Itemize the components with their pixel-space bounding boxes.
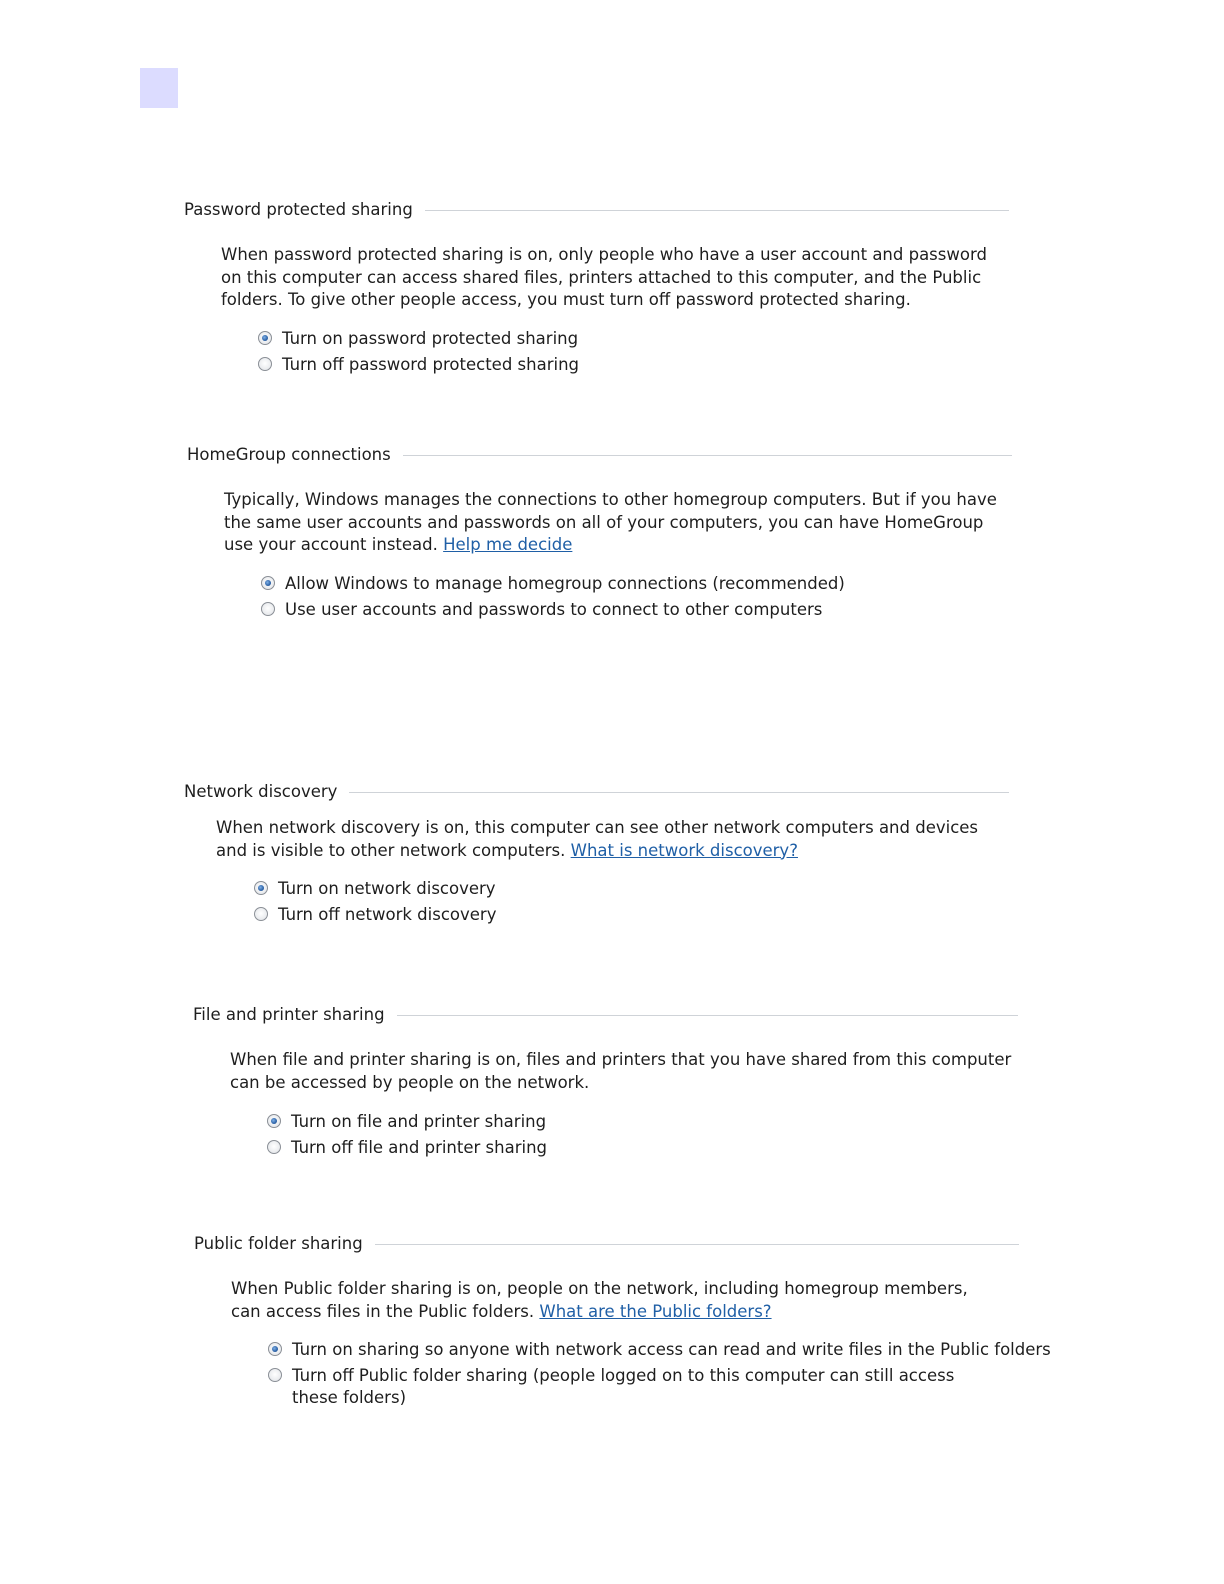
section-description <box>231 1278 991 1323</box>
radio-option-user-accounts[interactable] <box>261 599 845 625</box>
radio-label: Use user accounts and passwords to connect to other computers <box>285 599 823 619</box>
section-description <box>224 489 1014 557</box>
section-title: Network discovery <box>184 781 349 803</box>
description-text: When file and printer sharing is on, files and printers that you have shared from this computer can be accessed by people on the network. <box>230 1050 1012 1092</box>
section-title: HomeGroup connections <box>187 444 403 466</box>
radio-option-on[interactable] <box>268 1339 1051 1365</box>
radio-option-off[interactable] <box>267 1137 547 1163</box>
radio-button-checked[interactable] <box>267 1114 281 1128</box>
radio-group <box>268 1339 1051 1409</box>
section-header <box>193 1004 1018 1026</box>
radio-option-on[interactable] <box>267 1111 547 1137</box>
radio-label: Turn off password protected sharing <box>282 354 579 374</box>
radio-button-unchecked[interactable] <box>261 602 275 616</box>
section-header <box>184 781 1009 803</box>
radio-label: Turn off network discovery <box>278 904 497 924</box>
radio-button-checked[interactable] <box>258 331 272 345</box>
section-header <box>194 1233 1019 1255</box>
radio-group <box>254 878 496 929</box>
radio-label: Allow Windows to manage homegroup connections (recommended) <box>285 574 845 593</box>
section-homegroup-connections <box>187 444 1012 634</box>
section-description <box>216 817 1006 862</box>
corner-marker <box>140 68 178 108</box>
help-me-decide-link[interactable]: Help me decide <box>443 535 573 554</box>
radio-label: Turn off file and printer sharing <box>291 1137 548 1157</box>
radio-button-unchecked[interactable] <box>267 1140 281 1154</box>
radio-button-checked[interactable] <box>254 881 268 895</box>
radio-option-on[interactable] <box>254 878 496 904</box>
radio-button-unchecked[interactable] <box>268 1368 282 1382</box>
description-text: Typically, Windows manages the connections to other homegroup computers. But if you have the same user accounts and passwords on all of your computers, you can have HomeGroup use your account instead. <box>224 490 997 554</box>
radio-label: Turn on file and printer sharing <box>291 1112 547 1131</box>
radio-group <box>258 328 579 379</box>
what-is-network-discovery-link[interactable]: What is network discovery? <box>570 840 798 860</box>
radio-option-on[interactable] <box>258 328 579 354</box>
radio-button-unchecked[interactable] <box>258 357 272 371</box>
description-text: When network discovery is on, this computer can see other network computers and devices and is visible to other network computers. <box>216 818 979 860</box>
section-password-protected-sharing <box>184 199 1009 389</box>
description-text: When Public folder sharing is on, people on the network, including homegroup members, can access files in the Public folders. <box>231 1279 968 1321</box>
section-public-folder-sharing <box>194 1233 1051 1423</box>
radio-button-unchecked[interactable] <box>254 907 268 921</box>
section-header <box>184 199 1009 221</box>
section-title: Public folder sharing <box>194 1233 375 1255</box>
radio-option-windows-manage[interactable] <box>261 573 845 599</box>
radio-option-off[interactable] <box>258 354 579 380</box>
radio-label: Turn off Public folder sharing (people logged on to this computer can still access these folders) <box>292 1365 955 1407</box>
section-file-printer-sharing <box>193 1004 1018 1174</box>
radio-button-checked[interactable] <box>268 1342 282 1356</box>
radio-label: Turn on sharing so anyone with network access can read and write files in the Public folders <box>292 1340 1051 1359</box>
section-title: Password protected sharing <box>184 199 425 221</box>
radio-label: Turn on password protected sharing <box>282 329 579 348</box>
radio-label: Turn on network discovery <box>278 879 496 898</box>
radio-option-off[interactable] <box>254 904 496 930</box>
section-description <box>230 1049 1020 1094</box>
radio-group <box>267 1111 547 1162</box>
section-network-discovery <box>184 781 1009 941</box>
radio-group <box>261 573 845 624</box>
radio-button-checked[interactable] <box>261 576 275 590</box>
what-are-public-folders-link[interactable]: What are the Public folders? <box>539 1301 772 1321</box>
section-title: File and printer sharing <box>193 1004 397 1026</box>
section-header <box>187 444 1012 466</box>
description-text: When password protected sharing is on, only people who have a user account and password on this computer can access shared files, printers attached to this computer, and the Public folders. To give other people access, you must turn off password protected sharing. <box>221 245 987 309</box>
radio-option-off[interactable] <box>268 1365 982 1409</box>
section-description <box>221 244 1011 312</box>
